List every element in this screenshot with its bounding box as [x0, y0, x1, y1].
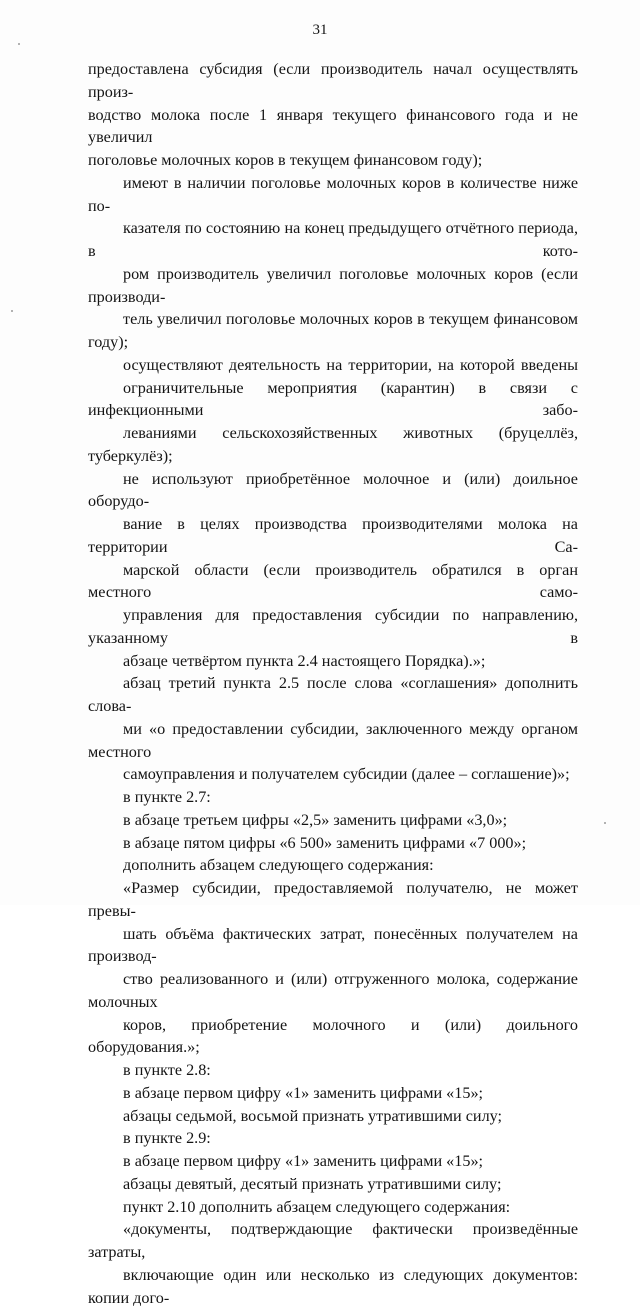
paragraph [88, 1196, 578, 1219]
text-line: в абзаце третьем цифры «2,5» заменить цифрами «3,0»; [123, 810, 508, 829]
text-line: абзацы девятый, десятый признать утратившими силу; [123, 1174, 502, 1193]
text-line: в абзаце пятом цифры «6 500» заменить цифрами «7 000»; [123, 833, 527, 852]
text-line: вание в целях производства производителями молока на территории Са- [88, 515, 578, 556]
text-line: управления для предоставления субсидии по направлению, указанному в [88, 606, 578, 647]
scan-speck [604, 822, 606, 824]
text-line: казателя по состоянию на конец предыдущего отчётного периода, в кото- [88, 219, 578, 260]
paragraph [88, 1218, 578, 1309]
text-line: поголовье молочных коров в текущем финансовом году); [88, 151, 483, 169]
page-number: 31 [312, 22, 328, 38]
text-line: ограничительные мероприятия (карантин) в связи с инфекционными забо- [88, 378, 578, 420]
paragraph [88, 672, 578, 786]
text-line: в пункте 2.8: [123, 1061, 211, 1079]
text-line: шать объёма фактических затрат, понесённых получателем на производ- [88, 924, 578, 966]
text-line: не используют приобретённое молочное и (или) доильное оборудо- [88, 469, 578, 511]
text-line: пункт 2.10 дополнить абзацем следующего содержания: [123, 1197, 511, 1216]
text-line: в пункте 2.7: [123, 788, 211, 806]
text-line: «документы, подтверждающие фактически произведённые затраты, [88, 1220, 578, 1261]
text-line: предоставлена субсидия (если производитель начал осуществлять произ- [88, 60, 578, 101]
paragraph [88, 809, 578, 832]
paragraph [88, 172, 578, 354]
paragraph [88, 468, 578, 673]
text-line: ми «о предоставлении субсидии, заключенного между органом местного [88, 719, 578, 761]
paragraph [88, 877, 578, 1059]
text-line: абзацы седьмой, восьмой признать утратившими силу; [123, 1106, 503, 1125]
text-line: самоуправления и получателем субсидии (далее – соглашение)»; [123, 765, 570, 784]
text-line: леваниями сельскохозяйственных животных (бруцеллёз, туберкулёз); [88, 424, 578, 465]
text-line: дополнить абзацем следующего содержания: [123, 856, 434, 875]
scan-speck [11, 310, 13, 312]
text-line: «Размер субсидии, предоставляемой получателю, не может превы- [88, 879, 578, 920]
paragraph [88, 1059, 578, 1082]
text-line: ство реализованного и (или) отгруженного молока, содержание молочных [88, 970, 578, 1011]
text-line: включающие один или несколько из следующих документов: копии дого- [88, 1265, 578, 1307]
text-line: осуществляют деятельность на территории, на которой введены [123, 355, 578, 374]
paragraph [88, 1127, 578, 1150]
paragraph [88, 58, 578, 172]
text-line: абзаце четвёртом пункта 2.4 настоящего Порядка).»; [123, 651, 486, 670]
text-line: ром производитель увеличил поголовье молочных коров (если производи- [88, 264, 578, 306]
paragraph [88, 1150, 578, 1173]
paragraph [88, 354, 578, 468]
paragraph [88, 786, 578, 809]
text-line: абзац третий пункта 2.5 после слова «соглашения» дополнить слова- [88, 674, 578, 715]
scan-speck [18, 43, 20, 45]
text-line: марской области (если производитель обратился в орган местного само- [88, 560, 578, 602]
paragraph [88, 1173, 578, 1196]
paragraph [88, 1105, 578, 1128]
document-body [88, 58, 578, 1309]
text-line: в абзаце первом цифру «1» заменить цифрами «15»; [123, 1152, 484, 1170]
paragraph [88, 854, 578, 877]
text-line: в пункте 2.9: [123, 1129, 211, 1148]
text-line: коров, приобретение молочного и (или) доильного оборудования.»; [88, 1015, 578, 1057]
paragraph [88, 832, 578, 855]
paragraph [88, 1082, 578, 1105]
text-line: в абзаце первом цифру «1» заменить цифрами «15»; [123, 1083, 484, 1102]
text-line: имеют в наличии поголовье молочных коров в количестве ниже по- [88, 173, 578, 215]
text-line: водство молока после 1 января текущего финансового года и не увеличил [88, 105, 578, 147]
text-line: тель увеличил поголовье молочных коров в текущем финансовом году); [88, 310, 578, 351]
